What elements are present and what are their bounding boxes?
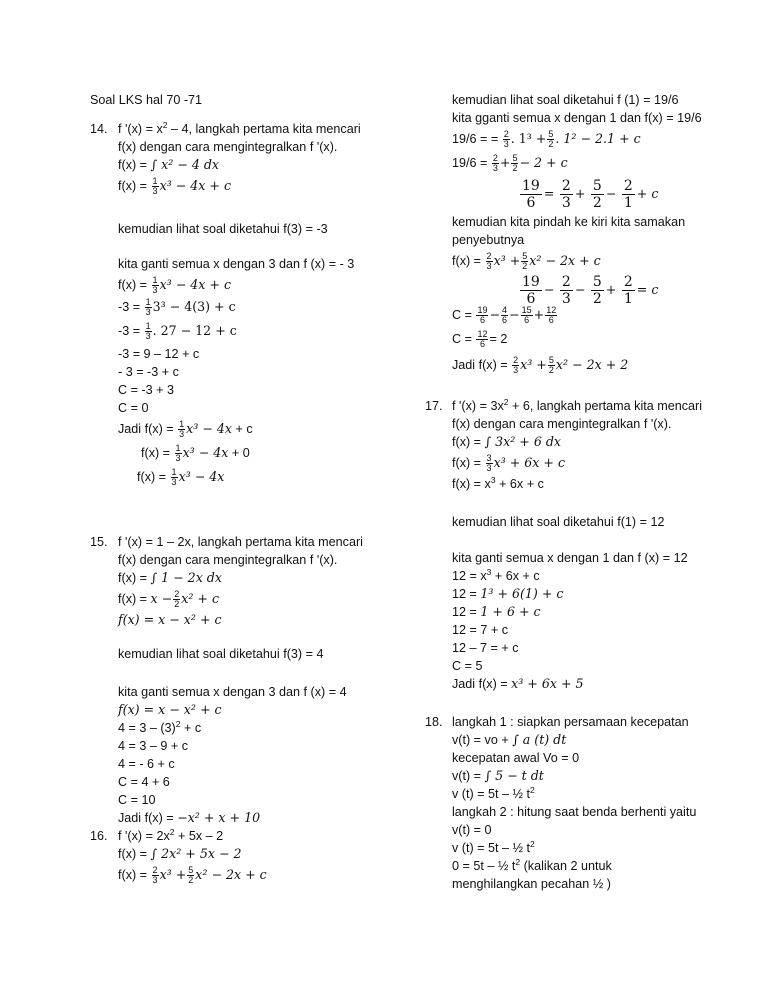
- math-line: $\frac{19}{6}$ = $\frac{2}{3}$ + $\frac{5}{2}$ − $\frac{2}{1}$ + c: [522, 178, 659, 211]
- text-line: 0 = 5t – ½ $t^2$ (kalikan 2 untuk: [452, 857, 612, 873]
- text-line: v(t) = 0: [452, 823, 492, 837]
- math-line: f(x) = ∫ x² − 4 dx: [118, 157, 220, 172]
- problem-number: 15.: [90, 535, 108, 549]
- math-line: 12 = 1 + 6 + c: [452, 604, 541, 619]
- text-line: kemudian lihat soal diketahui f(3) = 4: [118, 647, 324, 661]
- math-line: f(x) = $\frac{2}{3}$ x³ + $\frac{5}{2}$ x² − 2x + c: [118, 865, 267, 885]
- text-line: C = 5: [452, 659, 483, 673]
- text-line: f(x) dengan cara mengintegralkan f '(x).: [452, 417, 672, 431]
- text-line: f '$(x) = x^2 - 4$, langkah pertama kita mencari: [118, 120, 361, 136]
- text-line: langkah 1 : siapkan persamaan kecepatan: [452, 715, 689, 729]
- text-line: v (t) = 5t – ½ $t^2$: [452, 839, 535, 855]
- math-line: v(t) = vo + ∫ a (t) dt: [452, 732, 567, 747]
- math-line: Jadi f(x) = x³ + 6x + 5: [452, 676, 584, 691]
- text-line: C = -3 + 3: [118, 383, 175, 397]
- text-line: 12 – 7 = + c: [452, 641, 519, 655]
- text-line: f(x) dengan cara mengintegralkan f '(x).: [118, 553, 338, 567]
- problem-number: 17.: [425, 399, 443, 413]
- math-line: -3 = $\frac{1}{3}$ . 27 − 12 + c: [118, 321, 237, 341]
- text-line: kemudian lihat soal diketahui f(1) = 12: [452, 515, 665, 529]
- page-heading: Soal LKS hal 70 -71: [90, 93, 203, 107]
- math-line: C = $\frac{12}{6}$ = 2: [452, 329, 508, 349]
- text-line: v (t) = 5t – ½ $t^2$: [452, 785, 535, 801]
- math-line: f(x) = $\frac{2}{3}$ x³ + $\frac{5}{2}$ x² − 2x + c: [452, 251, 601, 271]
- math-line: Jadi f(x) = $\frac{1}{3}$ x³ − 4x + c: [118, 419, 253, 439]
- math-line: f(x) = ∫ 2x² + 5x − 2: [118, 846, 242, 861]
- text-line: kemudian lihat soal diketahui f(3) = -3: [118, 222, 328, 236]
- text-line: 12 = 7 + c: [452, 623, 509, 637]
- text-line: f '$(x) = 2x^2 + 5x - 2$: [118, 827, 224, 843]
- text-line: penyebutnya: [452, 233, 525, 247]
- text-line: kemudian kita pindah ke kiri kita samakan: [452, 215, 686, 229]
- math-line: f(x) = $\frac{1}{3}$ x³ − 4x + 0: [141, 443, 250, 463]
- math-line: f(x) = $\frac{1}{3}$ x³ − 4x: [137, 467, 225, 487]
- math-line: v(t) = ∫ 5 − t dt: [452, 768, 544, 783]
- text-line: kita ganti semua x dengan 3 dan f (x) = - 3: [118, 257, 355, 271]
- math-line: f(x) = x − x² + c: [118, 702, 222, 717]
- text-line: kita ganti semua x dengan 1 dan f (x) = 12: [452, 551, 688, 565]
- math-line: 19/6 = $\frac{2}{3}$ + $\frac{5}{2}$ − 2 + c: [452, 153, 568, 173]
- text-line: kemudian lihat soal diketahui f (1) = 19/6: [452, 93, 679, 107]
- text-line: kecepatan awal Vo = 0: [452, 751, 580, 765]
- text-line: kita gganti semua x dengan 1 dan f(x) = 19/6: [452, 111, 702, 125]
- math-line: C = $\frac{19}{6}$ − $\frac{4}{6}$ − $\frac{15}{6}$ + $\frac{12}{6}$: [452, 305, 557, 325]
- text-line: kita ganti semua x dengan 3 dan f (x) = 4: [118, 685, 347, 699]
- text-line: - 3 = -3 + c: [118, 365, 179, 379]
- text-line: langkah 2 : hitung saat benda berhenti yaitu: [452, 805, 697, 819]
- math-line: f(x) = x − x² + c: [118, 612, 222, 627]
- math-line: f(x) = x − $\frac{2}{2}$ x² + c: [118, 589, 219, 609]
- problem-number: 14.: [90, 122, 108, 136]
- math-line: $\frac{19}{6}$ − $\frac{2}{3}$ − $\frac{5}{2}$ + $\frac{2}{1}$ = c: [522, 274, 659, 307]
- math-line: 19/6 = = $\frac{2}{3}$ . 1³ + $\frac{5}{2}$ . 1² − 2.1 + c: [452, 129, 641, 149]
- text-line: 4 = 3 – 9 + c: [118, 739, 189, 753]
- math-line: Jadi f(x) = $\frac{2}{3}$ x³ + $\frac{5}{2}$ x² − 2x + 2: [452, 355, 629, 375]
- text-line: $f(x) = x^3 + 6x + c$: [452, 475, 544, 491]
- math-line: f(x) = $\frac{1}{3}$ x³ − 4x + c: [118, 275, 231, 295]
- problem-number: 18.: [425, 715, 443, 729]
- math-line: f(x) = $\frac{1}{3}$ x³ − 4x + c: [118, 176, 231, 196]
- math-line: -3 = $\frac{1}{3}$ 3³ − 4(3) + c: [118, 297, 236, 317]
- text-line: C = 4 + 6: [118, 775, 170, 789]
- text-line: f(x) dengan cara mengintegralkan f '(x).: [118, 140, 338, 154]
- text-line: -3 = 9 – 12 + c: [118, 347, 200, 361]
- math-line: Jadi f(x) = −x² + x + 10: [118, 810, 261, 825]
- text-line: f '(x) = 1 – 2x, langkah pertama kita mencari: [118, 535, 363, 549]
- text-line: $12 = x^3 + 6x + c$: [452, 567, 540, 583]
- text-line: 4 = - 6 + c: [118, 757, 175, 771]
- math-line: f(x) = $\frac{3}{3}$ x³ + 6x + c: [452, 453, 565, 473]
- problem-number: 16.: [90, 829, 108, 843]
- math-line: 12 = 1³ + 6(1) + c: [452, 586, 564, 601]
- text-line: C = 10: [118, 793, 156, 807]
- text-line: f '$(x) = 3x^2 + 6$, langkah pertama kita mencari: [452, 397, 703, 413]
- text-line: menghilangkan pecahan ½ ): [452, 877, 611, 891]
- math-line: f(x) = ∫ 3x² + 6 dx: [452, 434, 562, 449]
- math-line: f(x) = ∫ 1 − 2x dx: [118, 570, 222, 585]
- text-line: C = 0: [118, 401, 149, 415]
- text-line: $4 = 3 - (3)^2 + c$: [118, 719, 202, 735]
